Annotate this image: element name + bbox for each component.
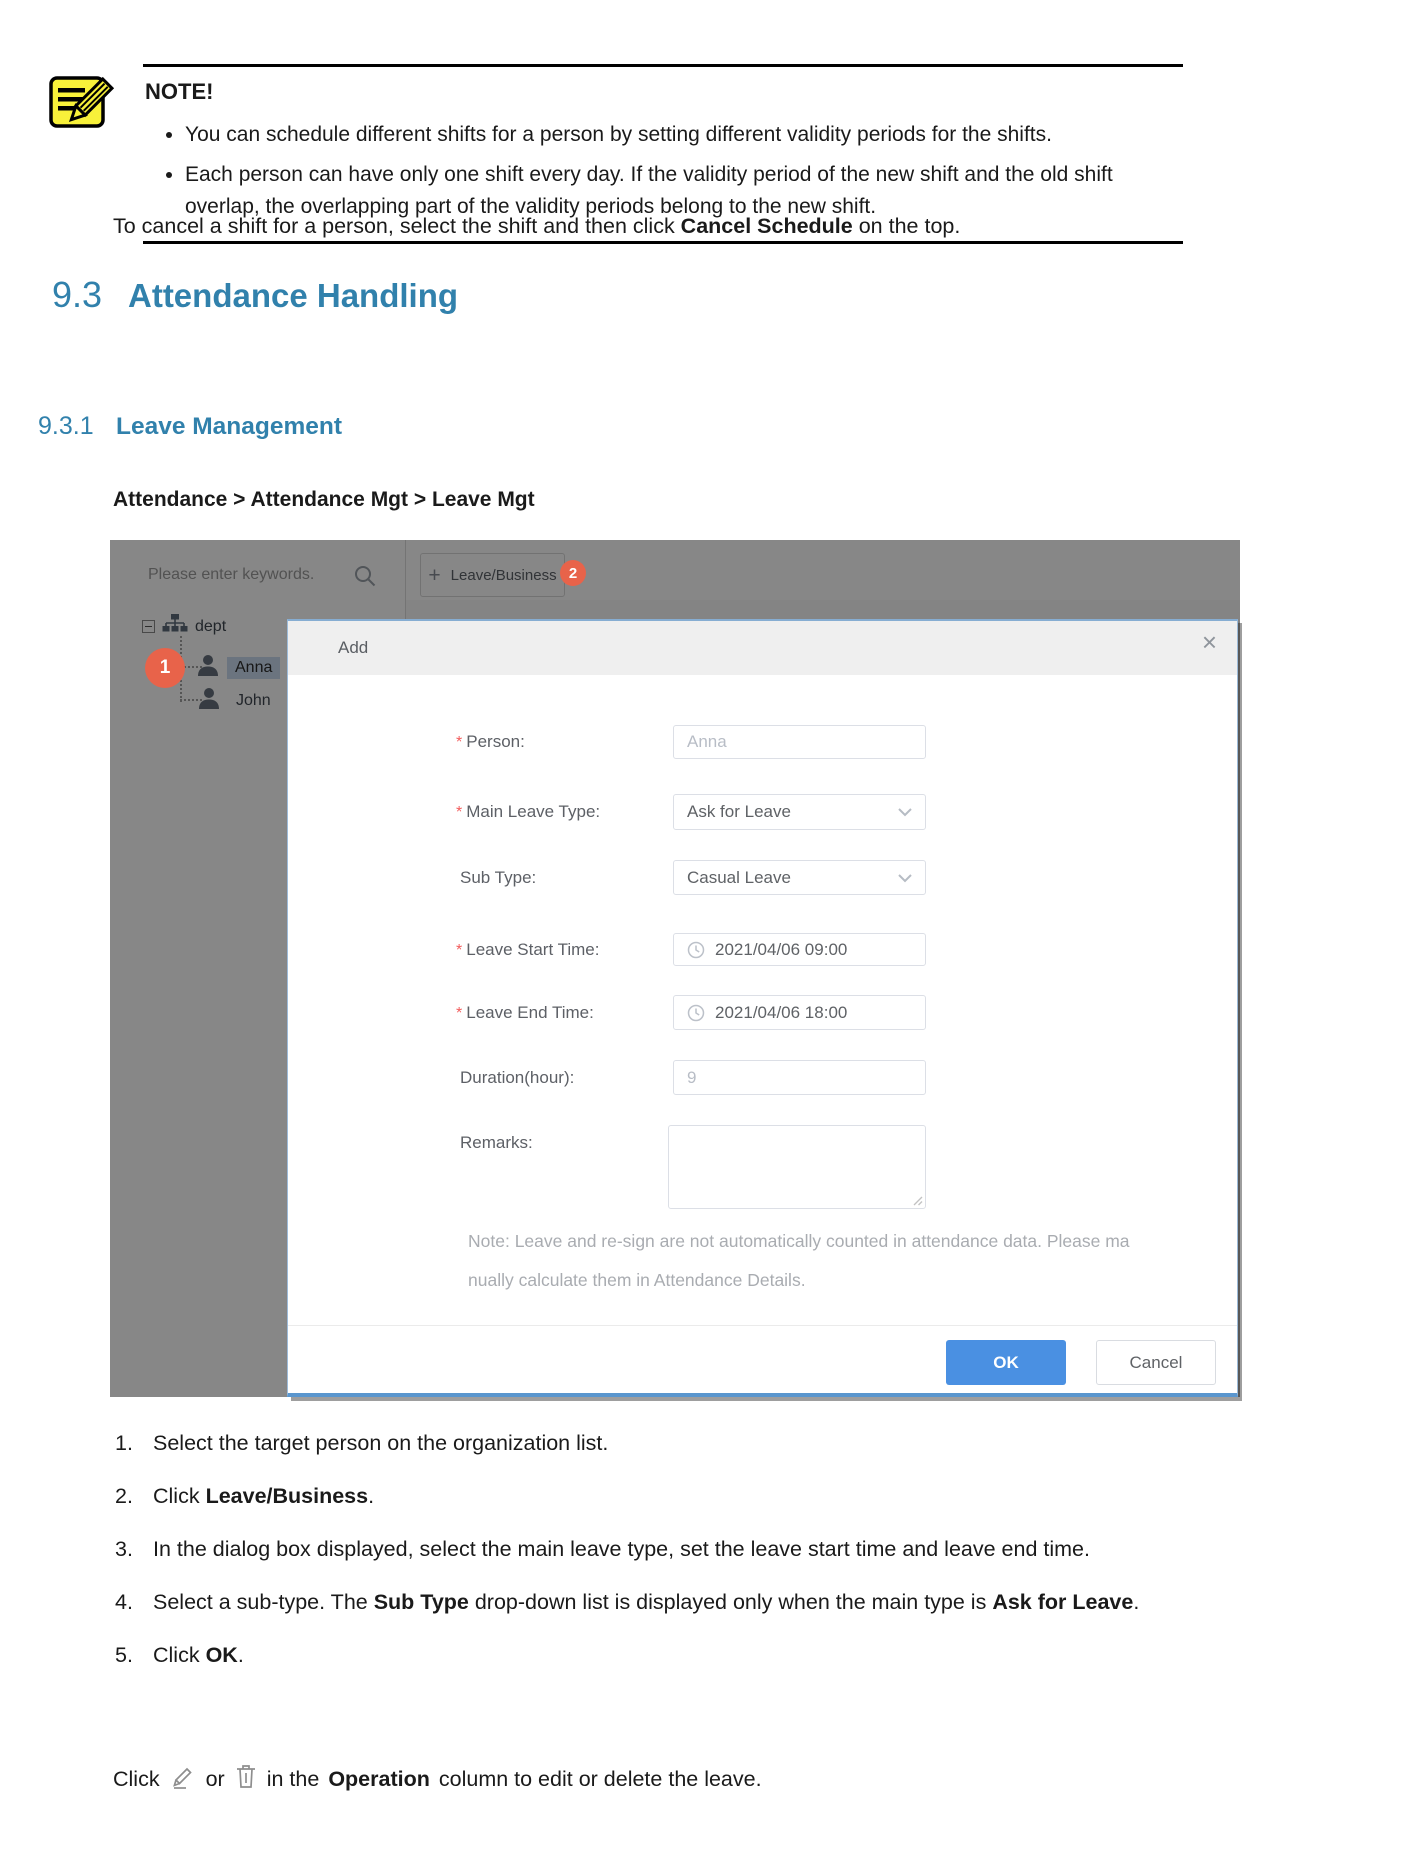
step-2 [115,1474,1173,1518]
step-number: 2. [115,1484,133,1508]
step-number: 5. [115,1643,133,1667]
note-bullet: • You can schedule different shifts for a person by setting different validity periods for the shifts. [185,119,1183,151]
paragraph-text: To cancel a shift for a person, select the shift and then click [113,214,681,238]
duration-input[interactable] [673,1060,926,1095]
input-value: 9 [687,1067,697,1087]
clock-icon [687,1004,705,1022]
leave-business-label: Leave/Business [450,566,557,584]
step-number: 3. [115,1537,133,1561]
step-text: . [1133,1590,1140,1614]
label-text: Main Leave Type: [466,802,601,821]
step-bold: Sub Type [373,1590,469,1614]
step-text: Select a sub-type. The [153,1590,374,1614]
breadcrumb: Attendance > Attendance Mgt > Leave Mgt [113,488,535,511]
step-number: 4. [115,1590,133,1614]
leave-start-time-input[interactable] [673,933,926,966]
search-input[interactable]: Please enter keywords. [148,566,315,583]
input-value: 2021/04/06 18:00 [715,1002,848,1022]
cancel-paragraph [113,210,1173,242]
dialog-title: Add [338,638,369,657]
note-icon [48,74,114,137]
section-heading [52,274,458,316]
select-value: Ask for Leave [687,802,791,821]
ui-screenshot [110,540,1240,1397]
close-icon[interactable]: × [1201,627,1217,657]
cancel-button[interactable]: Cancel [1096,1340,1216,1385]
label-text: Duration(hour): [460,1068,575,1087]
step-5 [115,1633,1173,1677]
step-1 [115,1421,1173,1465]
page-title: Attendance Handling [128,277,459,314]
step-text: Select the target person on the organization list. [153,1431,609,1455]
step-text: drop-down list is displayed only when the main type is [468,1590,993,1614]
step-text: . [237,1643,244,1667]
leave-end-time-input[interactable] [673,995,926,1030]
subsection-heading [38,412,342,441]
field-label-main-leave-type [456,802,600,822]
chevron-down-icon [898,802,912,822]
step-number: 1. [115,1431,133,1455]
step-text: In the dialog box displayed, select the main leave type, set the leave start time and leave end time. [153,1537,1090,1561]
footer-divider [288,1325,1237,1326]
hint-text: column to edit or delete the leave. [438,1766,762,1791]
tree-item-label: John [236,691,271,709]
required-mark: * [456,1005,463,1022]
tree-item-label: Anna [227,657,280,679]
ok-button[interactable]: OK [946,1340,1066,1385]
step-text: Click [153,1643,206,1667]
hint-bold: Operation [328,1766,430,1791]
field-label-leave-start-time [456,940,599,960]
operation-hint [113,1762,762,1796]
step-text: Click [153,1484,206,1508]
tree-node-label: dept [195,617,227,635]
remarks-textarea[interactable] [668,1125,926,1209]
dialog-note-line: Note: Leave and re-sign are not automatically counted in attendance data. Please ma [468,1231,1130,1251]
step-3 [115,1527,1173,1571]
section-number: 9.3 [52,274,103,315]
hint-text: in the [266,1766,320,1791]
field-label-duration [456,1068,574,1088]
paragraph-text: on the top. [852,214,961,238]
chevron-down-icon [898,868,912,888]
label-text: Leave Start Time: [466,940,600,959]
step-bold: Leave/Business [205,1484,369,1508]
label-text: Person: [466,732,525,751]
clock-icon [687,941,705,959]
plus-icon: + [428,563,441,587]
subsection-title: Leave Management [116,413,343,440]
procedure-steps [115,1412,1173,1677]
required-mark: * [456,804,463,821]
main-leave-type-select[interactable] [673,794,926,830]
field-label-remarks [456,1133,533,1153]
callout-badge-2: 2 [560,560,586,586]
hint-text: Click [113,1766,160,1791]
label-text: Remarks: [460,1133,533,1152]
hint-text: or [205,1766,225,1791]
add-dialog [287,619,1238,1397]
note-list [143,119,1183,223]
note-bullet: • Each person can have only one shift every day. If the validity period of the new shift and the old shift overlap, the overlapping part of the validity periods belong to the new shift. [185,159,1183,223]
paragraph-bold: Cancel Schedule [680,214,853,238]
callout-badge-1: 1 [145,648,185,688]
required-mark: * [456,734,463,751]
note-title: NOTE! [145,79,214,104]
label-text: Leave End Time: [466,1003,594,1022]
select-value: Casual Leave [687,867,791,887]
step-bold: OK [205,1643,238,1667]
step-4 [115,1580,1173,1624]
person-input[interactable] [673,725,926,759]
input-value: 2021/04/06 09:00 [715,939,848,959]
textarea-resize-icon [912,1195,923,1206]
sub-type-select[interactable] [673,860,926,895]
step-bold: Ask for Leave [992,1590,1134,1614]
field-label-person [456,732,525,752]
required-mark: * [456,942,463,959]
field-label-leave-end-time [456,1003,594,1023]
field-label-sub-type [456,868,536,888]
step-text: . [368,1484,375,1508]
dialog-note-line: nually calculate them in Attendance Details. [468,1270,806,1290]
trash-icon [234,1762,258,1796]
label-text: Sub Type: [460,868,537,887]
dialog-header [288,621,1237,675]
subsection-number: 9.3.1 [38,412,94,440]
input-value: Anna [687,732,727,751]
pencil-icon [169,1762,197,1796]
